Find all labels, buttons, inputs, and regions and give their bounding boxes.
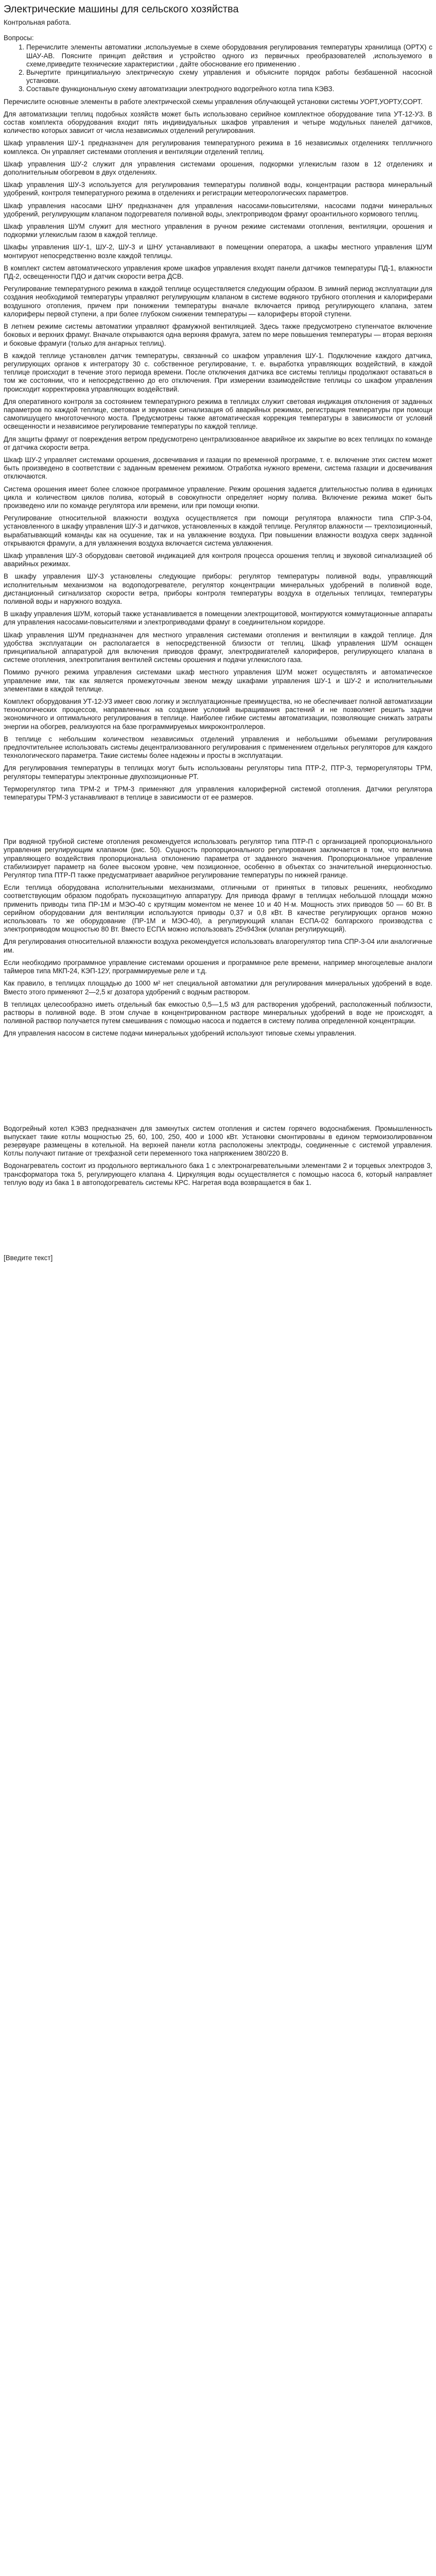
page-subtitle: Контрольная работа.	[4, 19, 71, 26]
paragraph: Регулирование температурного режима в каждой теплице осуществляется следующим образом. В зимний период эксплуатации для создания необходимой температуры управляют регулирующим клапаном в системе водяного трубного отопления и калориферами воздушного отопления, причем при понижении температуры вначале включается привод регулирующего клапана, затем калориферы первой ступени, а при более глубоком снижении температуры — калориферы второй ступени.	[4, 285, 432, 318]
paragraph: Шкаф управления ШУ-3 оборудован световой индикацией для контроля процесса орошения теплиц и звуковой сигнализацией об аварийных режимах.	[4, 551, 432, 568]
page-title: Электрические машины для сельского хозяйства	[4, 4, 239, 15]
footer-placeholder: [Введите текст]	[4, 1253, 53, 1262]
paragraph: Для оперативного контроля за состоянием температурного режима в теплицах служит световая индикация отклонения от заданных параметров по каждой теплице, световая и звуковая сигнализация об аварийных режимах, регистрация температуры при помощи самопишущего многоточечного моста. Предусмотрены также автоматическая коррекция температуры в зависимости от условий освещенности и независимое регулирование температуры по каждой теплице.	[4, 397, 432, 431]
section-gap	[4, 806, 432, 838]
question-item: 2. Вычертите принципиальную электрическую схему управления и объясните порядок работы безбашенной насосной установки.	[26, 69, 432, 85]
paragraph: Шкаф управления насосами ШНУ предназначен для управления насосами-повысителями, насосами подачи минеральных удобрений, регулирующим клапаном подогревателя поливной воды, электроприводом фрамуг ороантильного кормового теплиц.	[4, 201, 432, 218]
paragraph: В каждой теплице установлен датчик температуры, связанный со шкафом управления ШУ-1. Подключение каждого датчика, регулирующих органов к интегратору 30 с. собственное регулирование, т. е. выработка управляющих воздействий, в каждой теплице происходит в течение этого периода времени. После отключения датчика все системы теплицы продолжают оставаться в том же состоянии, что и непосредственно до его отключения. При измерении взаимодействие теплицы со шкафом управления происходит корректировка управляющих воздействий.	[4, 351, 432, 393]
paragraph: Шкафы управления ШУ-1, ШУ-2, ШУ-3 и ШНУ устанавливают в помещении оператора, а шкафы местного управления ШУМ монтируют непосредственно возле каждой теплицы.	[4, 243, 432, 260]
paragraph: Для управления насосом в системе подачи минеральных удобрений используют типовые схемы управления.	[4, 1029, 356, 1038]
document-page	[0, 0, 436, 1268]
question-item: 3. Составьте функциональную схему автоматизации электродного водогрейного котла типа КЭВЗ.	[26, 85, 432, 93]
paragraph: Шкаф управления ШУМ предназначен для местного управления системами отопления и вентиляции в каждой теплице. Для удобства эксплуатации он располагается в непосредственной близости от теплиц. Шкаф управления ШУМ оснащен принципиальной аппаратурой для включения приводов фрамуг, электродвигателей калориферов, регулирующего клапана в системе отопления, электропитания вентилей системы орошения и подачи углекислого газа.	[4, 631, 432, 664]
question-item: 1. Перечислите элементы автоматики ,используемые в схеме оборудования регулирования температуры хранилища (ОРТХ) с ШАУ-АВ. Поясните принцип действия и устройство одного из первичных преобразователей ,используемого в схеме,приведите технические характеристики , дайте обоснование его применению .	[26, 43, 432, 69]
paragraph: Для регулирования относительной влажности воздуха рекомендуется использовать влагорегулятор типа СПР-3-04 или аналогичные им.	[4, 938, 432, 954]
answer-section-3	[4, 1125, 432, 1187]
paragraph: Шкаф управления ШУМ служит для местного управления в ручном режиме системами отопления, вентиляции, орошения и подкормки углекислым газом в каждой теплице.	[4, 223, 432, 239]
paragraph: Для защиты фрамуг от повреждения ветром предусмотрено централизованное аварийное их закрытие во всех теплицах по команде от датчика скорости ветра.	[4, 435, 432, 451]
paragraph: В шкафу управления ШУМ, который также устанавливается в помещении электрощитовой, монтируются коммутационные аппараты для управления насосами-повысителями и электроприводами фрамуг в соединительном коридоре.	[4, 610, 432, 626]
paragraph: Водонагреватель состоит из продольного вертикального бака 1 с электронагревательными элементами 2 и торцевых электродов 3, трансформатора тока 5, регулирующего клапана 4. Циркуляция воды осуществляется с помощью насоса 6, который направляет теплую воду из бака 1 в автоподогреватель системы КРС. Нагретая вода возвращается в бак 1.	[4, 1162, 432, 1187]
paragraph: Комплект оборудования УТ-12-У3 имеет свою логику и эксплуатационные преимущества, но не обеспечивает полной автоматизации технологических процессов, направленных на создание условий выращивания растений и не позволяет решить задачи экономичного и оптимального регулирования в теплице. Наиболее гибкие системы автоматизации, позволяющие снижать затраты энергии на обогрев, реализуются на базе программируемых микроконтроллеров.	[4, 698, 432, 731]
paragraph: Если необходимо программное управление системами орошения и программное реле времени, например многоцелевые аналоги таймеров типа МКП-24, КЭП-12У, программируемые реле и т.д.	[4, 958, 432, 975]
paragraph: При водяной трубной системе отопления рекомендуется использовать регулятор типа ПТР-П с организацией пропорционального управления регулирующим клапаном (рис. 50). Сущность пропорционального регулирования заключается в том, что величина управляющего воздействия пропорциональна отклонению параметра от заданного значения. Пропорциональное управление стабилизирует параметр на более высоком уровне, чем позиционное, особенно в объектах со значительной инерционностью. Регулятор типа ПТР-П также предусматривает аварийное регулирование температуры по нижней границе.	[4, 838, 432, 879]
paragraph: Шкаф ШУ-2 управляет системами орошения, досвечивания и газации по временной программе, т. е. включение этих систем может быть произведено в соответствии с заданным временем режимом. Отработка нужного времени, система газации и досвечивания отключаются.	[4, 455, 432, 481]
paragraph: Регулирование относительной влажности воздуха осуществляется при помощи регулятора влажности типа СПР-3-04, установленного в шкафу управления ШУ-3 и датчиков, установленных в каждой теплице. Регулятор влажности — трехпозиционный, вырабатывающий команды как на осушение, так и на увлажнение воздуха. При повышении влажности воздуха сверх заданной открываются фрамуги, а для увлажнения воздуха включается система увлажнения.	[4, 514, 432, 547]
paragraph: В комплект систем автоматического управления кроме шкафов управления входят панели датчиков температуры ПД-1, влажности ПД-2, освещенности ПДО и датчик скорости ветра ДСВ.	[4, 264, 432, 281]
paragraph: Терморегулятор типа ТРМ-2 и ТРМ-3 применяют для управления калориферной системой отопления. Датчики регулятора температуры ТРМ-3 устанавливают в теплице в зависимости от ее размеров.	[4, 785, 432, 802]
paragraph: Водогрейный котел КЭВЗ предназначен для замкнутых систем отопления и систем горячего водоснабжения. Промышленность выпускает такие котлы мощностью 25, 60, 100, 250, 400 и 1000 кВт. Установки смонтированы в едином термоизолированном резервуаре размещены в котельной. На верхней панели котла расположены электроды, соединенные с системой управления. Котлы получают питание от трехфазной сети переменного тока напряжением 380/220 В.	[4, 1124, 432, 1158]
questions-label: Вопросы:	[4, 34, 34, 42]
paragraph: Система орошения имеет более сложное программное управление. Режим орошения задается длительностью полива в единицах цикла и количеством циклов полива, который в совокупности определяет норму полива. Включение режима может быть произведено или по команде регулятора или времени, или при помощи кнопки.	[4, 485, 432, 510]
section-gap	[4, 1042, 432, 1125]
answer-section-1	[4, 98, 432, 802]
paragraph: Как правило, в теплицах площадью до 1000 м² нет специальной автоматики для регулирования минеральных удобрений в воде. Вместо этого применяют 2—2,5 кг дозатора удобрений с водным раствором.	[4, 979, 432, 996]
paragraph: Если теплица оборудована исполнительными механизмами, отличными от принятых в типовых решениях, необходимо соответствующим образом подобрать пускозащитную аппаратуру. Для привода фрамуг в теплицах небольшой площади можно применить приводы типа ПР-1М и МЭО-40 с крутящим моментом не менее 10 и 40 Н·м. Мощность этих приводов 50 — 60 Вт. В серийном оборудовании для вентиляции используются приводы 0,37 и 0,8 кВт. В качестве регулирующих органов можно использовать то же оборудование (ПР-1М и МЭО-40), а регулирующий клапан ЕСПА-02 болгарского производства с электроприводом мощностью 80 Вт. Вместо ЕСПА можно использовать 25ч943нж (клапан регулирующий).	[4, 884, 432, 934]
paragraph: В теплице с небольшим количеством независимых отделений управления и небольшими объемами регулирования предпочтительнее использовать системы децентрализованного регулирования с применением отдельных регуляторов для каждого технологического параметра. Такие системы более надежны и просты в эксплуатации.	[4, 735, 432, 760]
questions-list	[4, 43, 432, 93]
paragraph: В летнем режиме системы автоматики управляют фрамужной вентиляцией. Здесь также предусмотрено ступенчатое включение боковых и верхних фрамуг. Вначале открываются одна верхняя фрамуга, затем по мере повышения температуры — вторая верхняя и боковые фрамуги (только для ангарных теплиц).	[4, 323, 432, 347]
paragraph: Помимо ручного режима управления системами шкаф местного управления ШУМ может осуществлять и автоматическое управление ими, так как является промежуточным звеном между шкафами управления ШУ-1 и ШУ-2 и исполнительными элементами в каждой теплице.	[4, 668, 432, 693]
paragraph: Шкаф управления ШУ-3 используется для регулирования температуры поливной воды, концентрации раствора минеральный удобрений, контроля температурного режима в отделениях и регистрации метеорологических параметров.	[4, 181, 432, 197]
paragraph: В шкафу управления ШУ-3 установлены следующие приборы: регулятор температуры поливной воды, управляющий исполнительным механизмом на водоподогревателе, регулятор концентрации минеральных удобрений в поливной воде, дистанционный сигнализатор скорости ветра, приборы контроля температуры воздуха в отдельных теплицах, температуры поливной воды и наружного воздуха.	[4, 572, 432, 605]
paragraph: В теплицах целесообразно иметь отдельный бак емкостью 0,5—1,5 м3 для растворения удобрений, расположенный поблизости, растворы в поливной воде. В этом случае в концентрированном растворе минеральных удобрений в воде не происходят, а поливной раствор получается путем смешивания с помощью насоса и подается в систему полива определенной концентрации.	[4, 1000, 432, 1025]
paragraph: Перечислите основные элементы в работе электрической схемы управления облучающей установки системы УОРТ,УОРТУ,СОРТ.	[4, 97, 423, 106]
paragraph: Шкаф управления ШУ-2 служит для управления системами орошения, подкормки углекислым газом в 12 отделениях и дополнительным обогревом в двух отделениях.	[4, 160, 432, 177]
paragraph: Для автоматизации теплиц подобных хозяйств может быть использовано серийное комплектное оборудование типа УТ-12-У3. В состав комплекта оборудования входит пять индивидуальных шкафов управления и четыре модульных панелей датчиков, количество которых зависит от числа независимых отделений регулирования.	[4, 110, 432, 135]
paragraph: Для регулирования температуры в теплицах могут быть использованы регуляторы типа ПТР-2, ПТР-3, терморегуляторы ТРМ, регуляторы температуры электронные двухпозиционные РТ.	[4, 764, 432, 781]
answer-section-2	[4, 838, 432, 1038]
paragraph: Шкаф управления ШУ-1 предназначен для регулирования температурного режима в 16 независимых отделениях теплличного комплекса. Он управляет системами отопления и вентиляции отделений теплиц.	[4, 139, 432, 156]
